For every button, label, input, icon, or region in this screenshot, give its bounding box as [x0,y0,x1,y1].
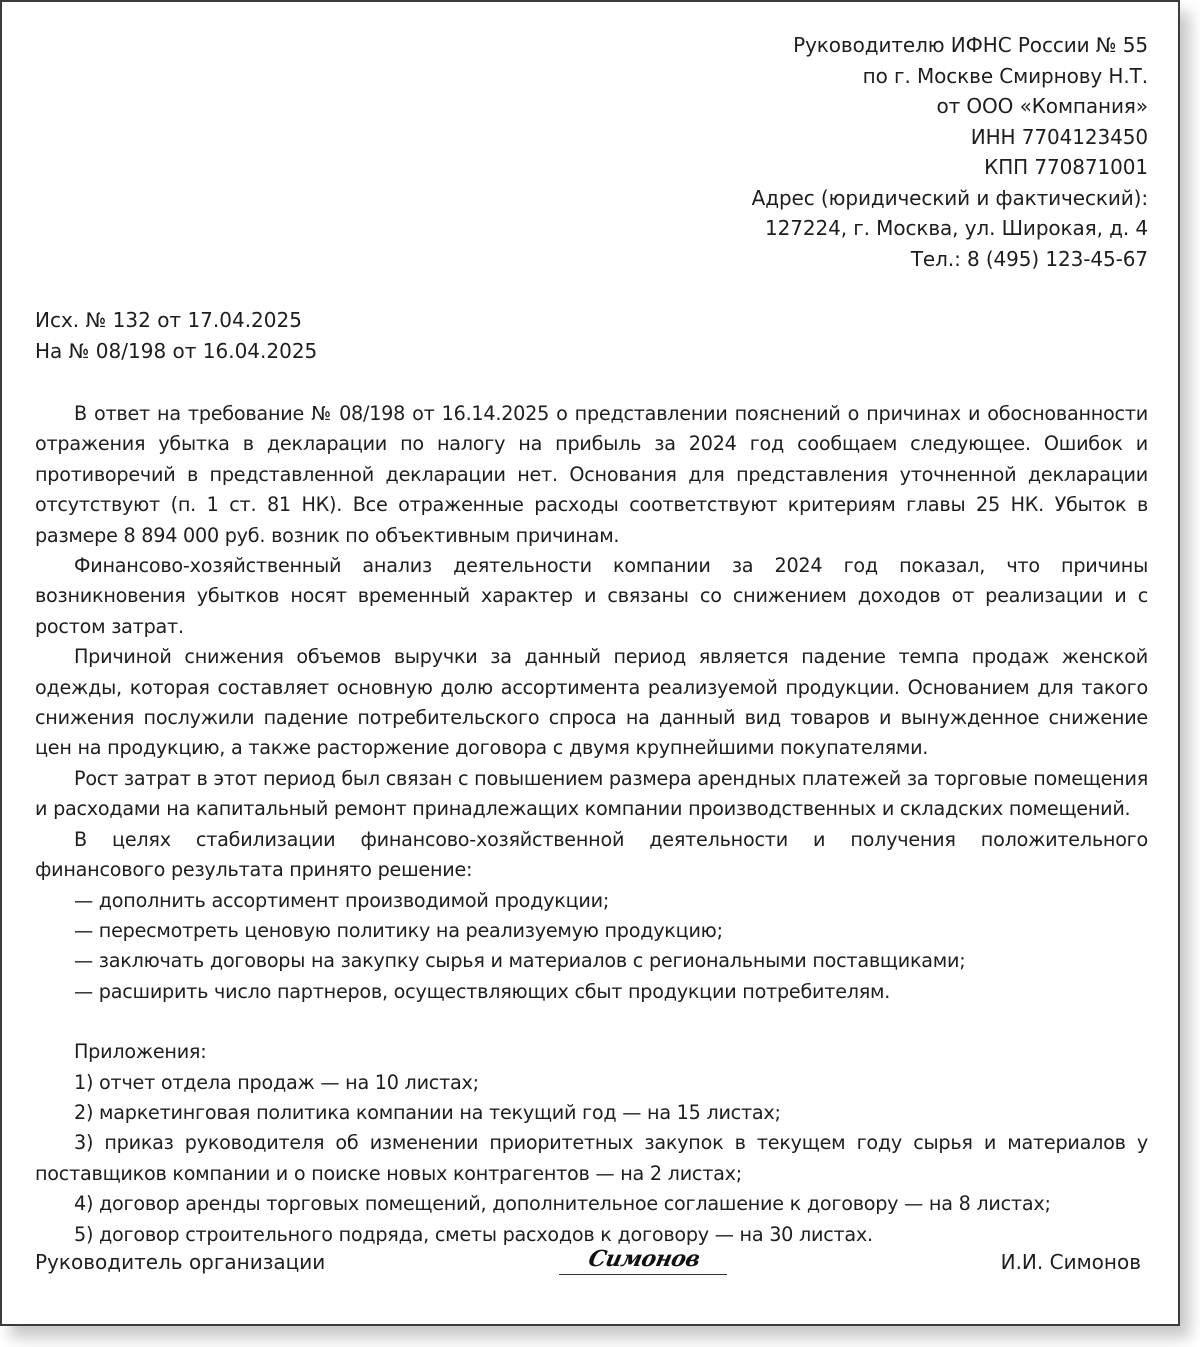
body-paragraph: Рост затрат в этот период был связан с повышением размера арендных платежей за торговые помещения и расходами на капитальный ремонт принадлежащих компании производственных и складских помещений. [35,766,1148,821]
attachments-title: Приложения: [74,1040,207,1064]
attachment-item: 3) приказ руководителя об изменении приоритетных закупок в текущем году сырья и материалов у поставщиков компании и о поиске новых контрагентов — на 2 листах; [35,1131,1148,1185]
incoming-reference: На № 08/198 от 16.04.2025 [35,338,318,363]
addressee-line: Руководителю ИФНС России № 55 [793,33,1148,57]
decision-item: — пересмотреть ценовую политику на реализуемую продукцию; [74,918,723,942]
addressee-line: ИНН 7704123450 [970,124,1148,149]
body-paragraph: Причиной снижения объемов выручки за данный период является падение темпа продаж женской одежды, которая составляет основную долю ассортимента реализуемой продукции. Основанием для такого снижения послужили падение потребительского спроса на данный вид товаров и вынужденное снижение цен на продукцию, а также расторжение договора с двумя крупнейшими покупателями. [35,645,1148,760]
addressee-line: Адрес (юридический и фактический): [751,185,1148,210]
addressee-line: Тел.: 8 (495) 123-45-67 [910,246,1148,271]
reference-numbers [35,305,317,366]
addressee-line: КПП 770871001 [984,155,1148,179]
outgoing-reference: Исх. № 132 от 17.04.2025 [35,308,302,332]
decision-item: — заключать договоры на закупку сырья и материалов с региональными поставщиками; [74,949,966,973]
addressee-line: по г. Москве Смирнову Н.Т. [862,63,1148,88]
signature-line [559,1246,727,1275]
decision-item: — расширить число партнеров, осуществляющих сбыт продукции потребителям. [74,979,891,1003]
signature-row [35,1246,1141,1284]
decision-list [35,886,1148,1008]
signatory-name: И.И. Симонов [1000,1250,1141,1274]
body-paragraph: В целях стабилизации финансово-хозяйственной деятельности и получения положительного финансового результата принято решение: [35,827,1148,882]
signatory-role: Руководитель организации [35,1250,326,1274]
attachment-item: 5) договор строительного подряда, сметы расходов к договору — на 30 листах. [74,1222,873,1246]
addressee-line: от ООО «Компания» [936,94,1148,118]
attachment-item: 4) договор аренды торговых помещений, дополнительное соглашение к договору — на 8 листах; [74,1192,1051,1216]
letter-body [35,399,1148,1250]
addressee-line: 127224, г. Москва, ул. Широкая, д. 4 [764,216,1148,240]
body-paragraph: В ответ на требование № 08/198 от 16.14.2025 о представлении пояснений о причинах и обоснованности отражения убытка в декларации по налогу на прибыль за 2024 год сообщаем следующее. Ошибок и противоречий в представленной декларации нет. Основания для представления уточненной декларации отсутствуют (п. 1 ст. 81 НК). Все отраженные расходы соответствуют критериям главы 25 НК. Убыток в размере 8 894 000 руб. возник по объективным причинам. [35,402,1148,547]
attachment-item: 2) маркетинговая политика компании на текущий год — на 15 листах; [74,1100,781,1124]
handwritten-signature: Симонов [585,1246,702,1272]
attachment-item: 1) отчет отдела продаж — на 10 листах; [74,1070,479,1094]
decision-item: — дополнить ассортимент производимой продукции; [74,888,610,912]
addressee-block [752,30,1148,274]
body-paragraph: Финансово-хозяйственный анализ деятельности компании за 2024 год показал, что причины возникновения убытков носят временный характер и связаны со снижением доходов от реализации и с ростом затрат. [35,554,1148,638]
attachments-section [35,1037,1148,1250]
